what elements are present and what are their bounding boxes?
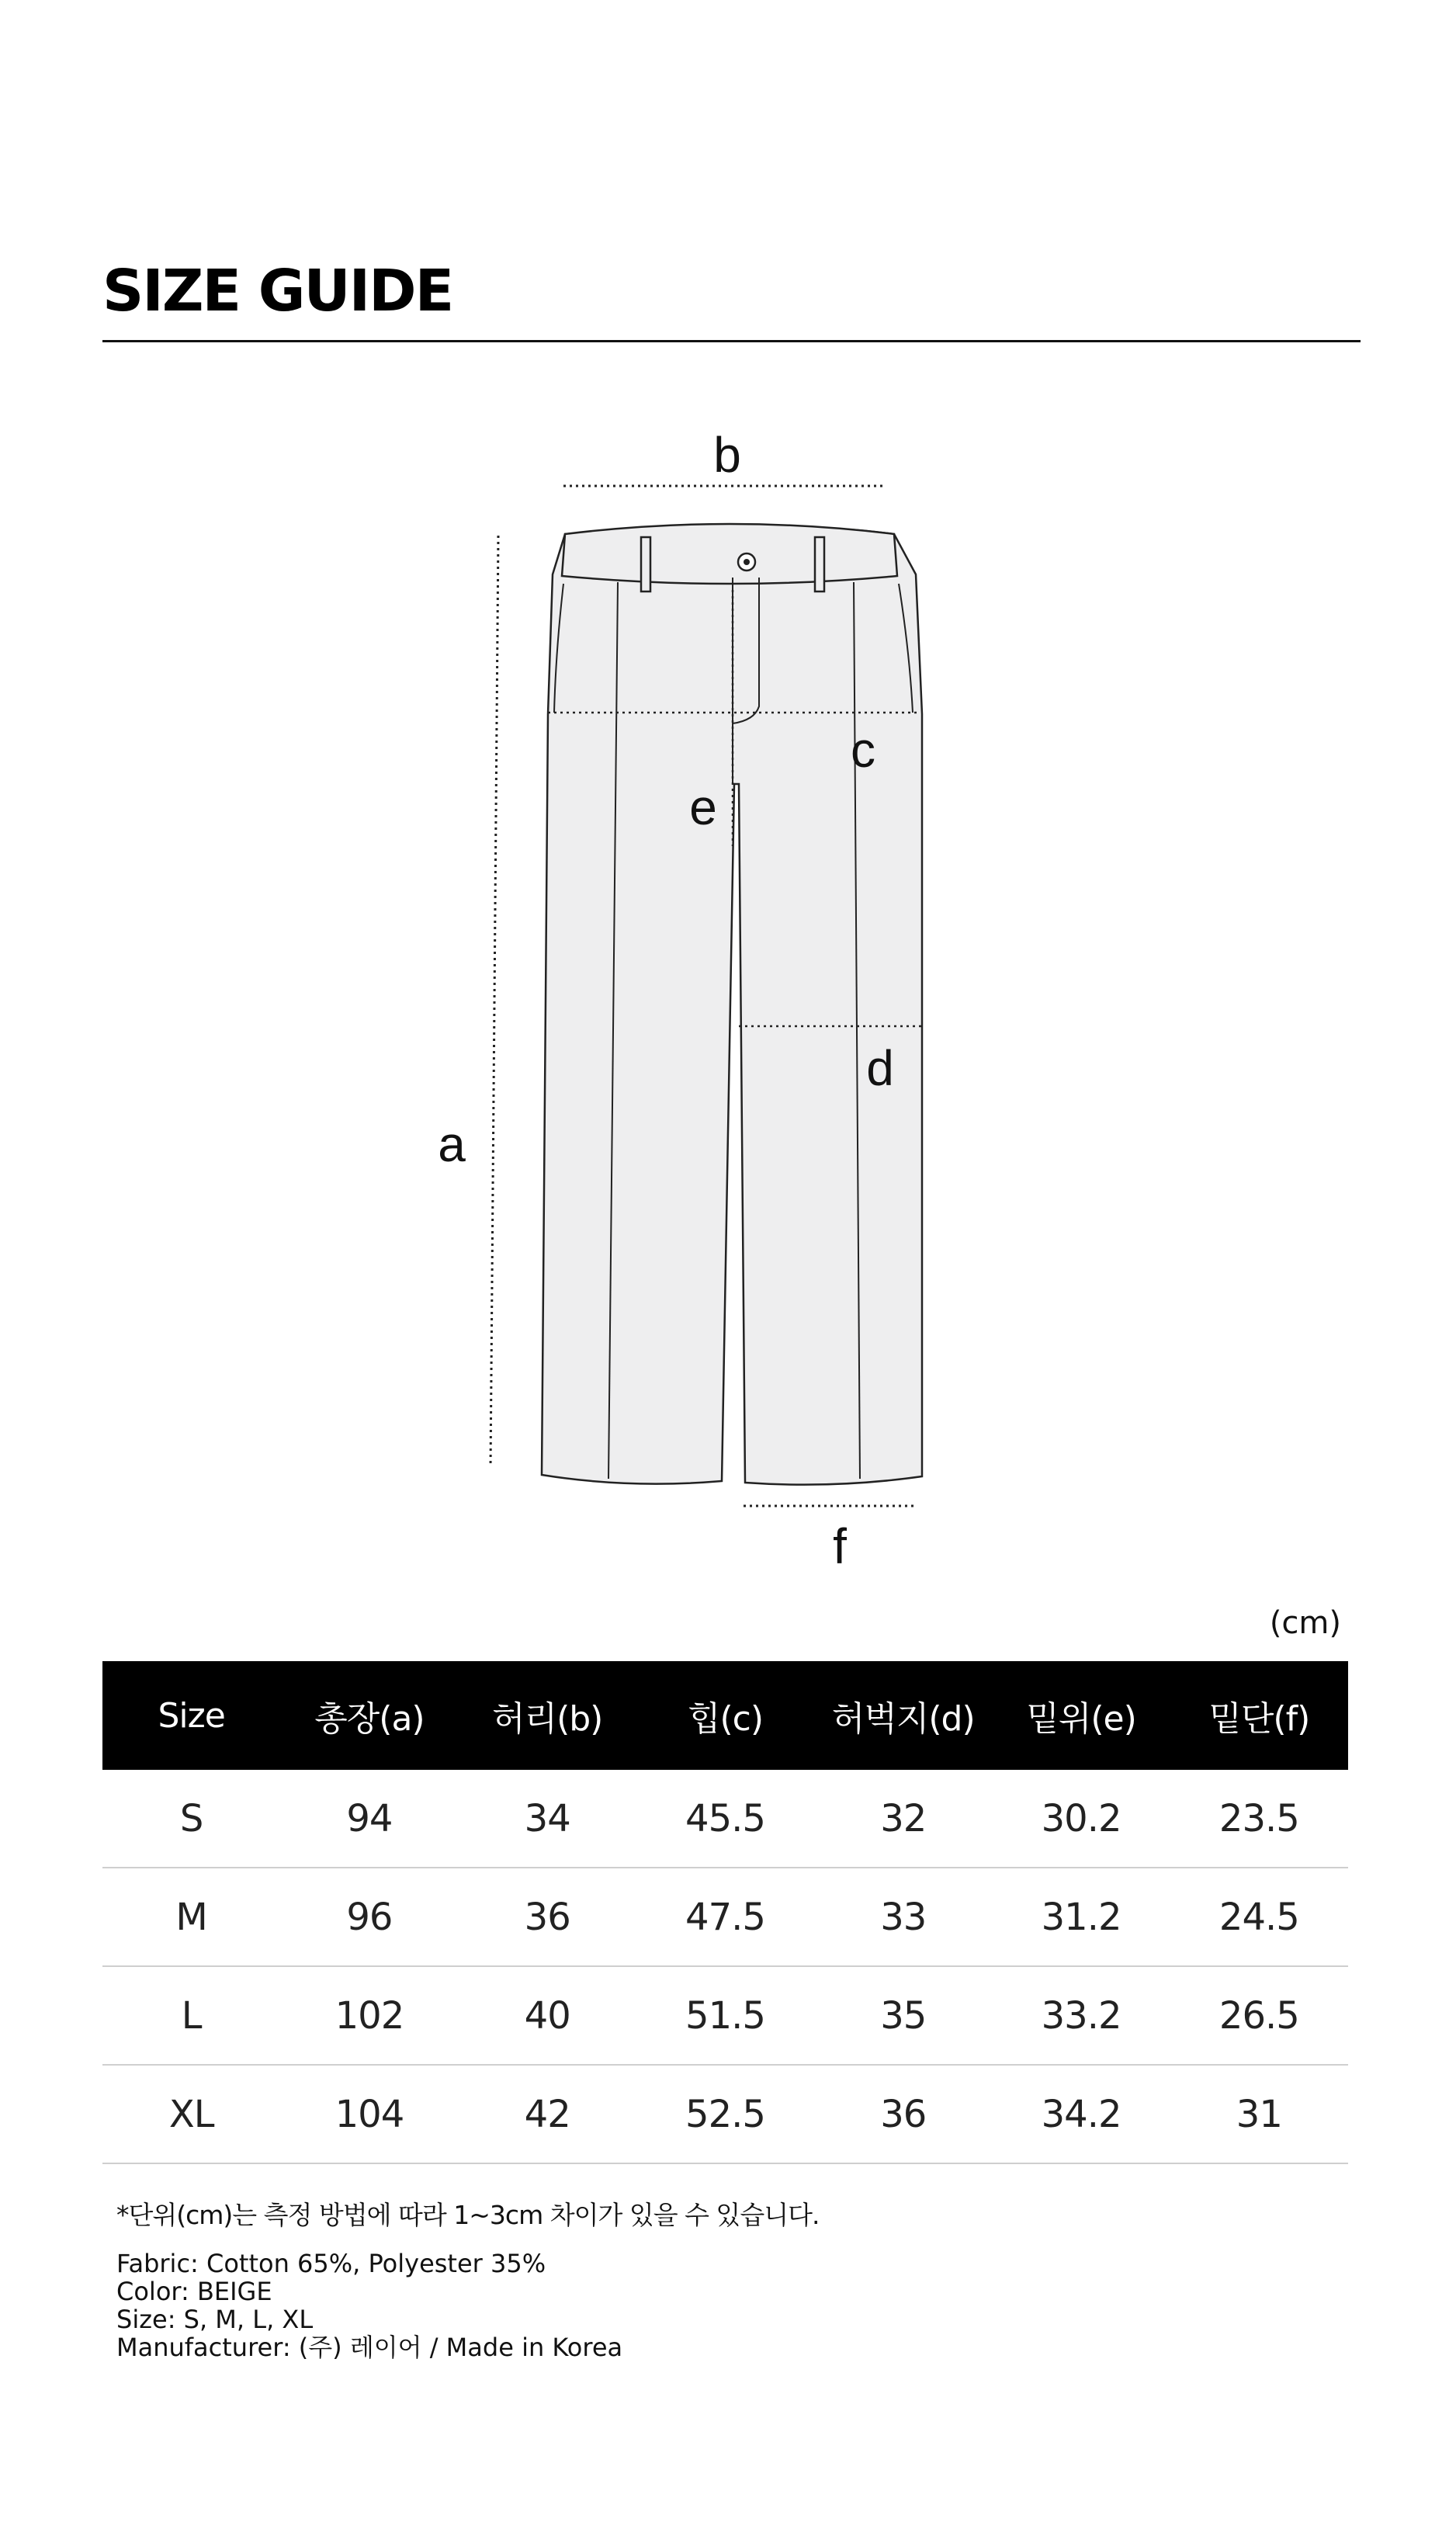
header-total-length: 총장(a) [280, 1661, 458, 1770]
table-cell: 102 [280, 1966, 458, 2065]
label-f: f [833, 1518, 847, 1574]
page-title: SIZE GUIDE [102, 258, 453, 324]
table-row [102, 2065, 1348, 2163]
table-cell: S [102, 1770, 280, 1868]
table-cell: 26.5 [1170, 1966, 1348, 2065]
header-thigh: 허벅지(d) [814, 1661, 992, 1770]
table-cell: 31.2 [992, 1868, 1170, 1966]
measurement-note: *단위(cm)는 측정 방법에 따라 1~3cm 차이가 있을 수 있습니다. [116, 2200, 820, 2230]
table-row [102, 1966, 1348, 2065]
table-cell: 33 [814, 1868, 992, 1966]
product-specs [116, 2250, 622, 2361]
measure-line-a [491, 536, 498, 1467]
table-cell: 104 [280, 2065, 458, 2163]
table-cell: XL [102, 2065, 280, 2163]
spec-manufacturer: Manufacturer: (주) 레이어 / Made in Korea [116, 2333, 623, 2362]
belt-loop-left [641, 537, 650, 591]
spec-color: Color: BEIGE [116, 2277, 272, 2306]
table-cell: 34.2 [992, 2065, 1170, 2163]
table-cell: L [102, 1966, 280, 2065]
spec-size: Size: S, M, L, XL [116, 2305, 314, 2334]
header-hem: 밑단(f) [1170, 1661, 1348, 1770]
table-cell: 24.5 [1170, 1868, 1348, 1966]
table-cell: 36 [814, 2065, 992, 2163]
table-cell: 47.5 [636, 1868, 814, 1966]
table-cell: 23.5 [1170, 1770, 1348, 1868]
table-cell: 33.2 [992, 1966, 1170, 2065]
header-waist: 허리(b) [459, 1661, 636, 1770]
header-rise: 밑위(e) [992, 1661, 1170, 1770]
unit-label: (cm) [1269, 1605, 1341, 1641]
table-cell: 30.2 [992, 1770, 1170, 1868]
table-cell: 42 [459, 2065, 636, 2163]
label-d: d [866, 1040, 894, 1096]
table-header-row [102, 1661, 1348, 1770]
table-cell: 94 [280, 1770, 458, 1868]
label-c: c [851, 722, 875, 778]
table-cell: 52.5 [636, 2065, 814, 2163]
table-cell: M [102, 1868, 280, 1966]
table-row [102, 1868, 1348, 1966]
header-size: Size [102, 1661, 280, 1770]
waistband [562, 524, 897, 584]
table-cell: 96 [280, 1868, 458, 1966]
size-table [102, 1661, 1348, 2164]
table-cell: 34 [459, 1770, 636, 1868]
table-cell: 40 [459, 1966, 636, 2065]
table-cell: 45.5 [636, 1770, 814, 1868]
table-row [102, 1770, 1348, 1868]
table-cell: 51.5 [636, 1966, 814, 2065]
table-cell: 35 [814, 1966, 992, 2065]
header-hip: 힙(c) [636, 1661, 814, 1770]
table-cell: 31 [1170, 2065, 1348, 2163]
label-b: b [713, 427, 741, 483]
label-e: e [689, 779, 717, 835]
label-a: a [438, 1116, 466, 1172]
spec-fabric: Fabric: Cotton 65%, Polyester 35% [116, 2249, 546, 2278]
belt-loop-right [815, 537, 824, 591]
table-cell: 32 [814, 1770, 992, 1868]
table-cell: 36 [459, 1868, 636, 1966]
